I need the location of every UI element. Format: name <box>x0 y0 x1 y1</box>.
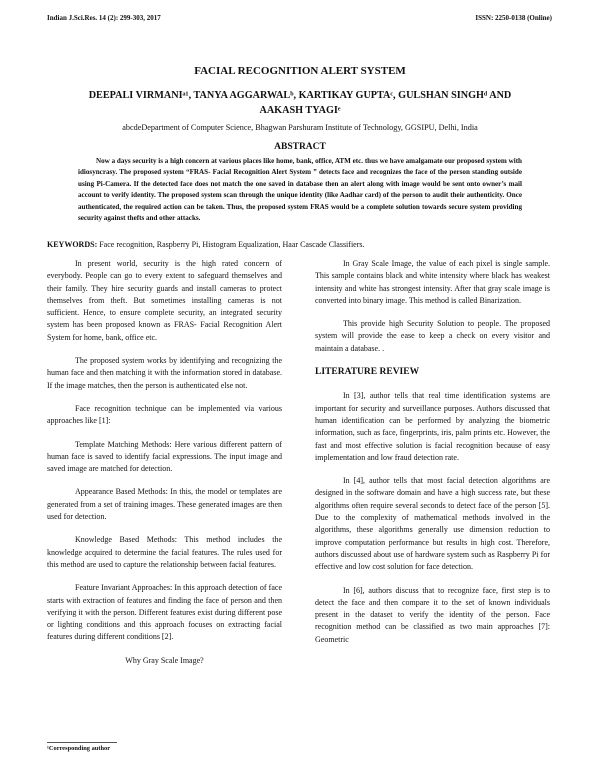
lit-paragraph-6: In [6], authors discuss that to recognize face, first step is to detect the face and then compare it to the set of known individuals present in the dataset to verify the identity of the person. Face recognition method can be classified as two main approaches [7]: Geometric <box>315 585 550 644</box>
gray-scale-question: Why Gray Scale Image? <box>125 655 204 665</box>
footnote: ¹Corresponding author <box>47 745 111 752</box>
abstract-heading: ABSTRACT <box>274 142 326 152</box>
footnote-rule <box>47 742 117 743</box>
keywords <box>47 240 553 249</box>
gray-scale-paragraph: In Gray Scale Image, the value of each pixel is single sample. This sample contains black and white intensity where black has weakest intensity and white has strongest intensity. After that gray scale image is converted into binary image. This method is called Binarization. <box>315 259 550 305</box>
authors: DEEPALI VIRMANIᵃ¹, TANYA AGGARWALᵇ, KARTIKAY GUPTAᶜ, GULSHAN SINGHᵈ AND AAKASH TYAGIᵉ <box>88 90 512 116</box>
paper-title: FACIAL RECOGNITION ALERT SYSTEM <box>194 65 406 77</box>
issn: ISSN: 2250-0138 (Online) <box>475 14 552 22</box>
journal-citation: Indian J.Sci.Res. 14 (2): 299-303, 2017 <box>47 14 161 22</box>
feature-invariant-paragraph: Feature Invariant Approaches: In this approach detection of face starts with extraction of features and finding the face of person and then verifying it with the person. Different features exist during different pose or lighting conditions and this approach focuses on extracting facial features during different conditions [2]. <box>47 583 282 642</box>
knowledge-based-paragraph: Knowledge Based Methods: This method includes the knowledge acquired to determine the facial features. The rules used for this method are used to capture the relationship between facial features. <box>47 535 282 569</box>
approaches-paragraph: Face recognition technique can be implemented via various approaches like [1]: <box>47 403 282 426</box>
security-paragraph: This provide high Security Solution to people. The proposed system will provide the ease to keep a check on every visitor and maintain a database. . <box>315 319 550 353</box>
abstract-text: Now a days security is a high concern at various places like home, bank, office, ATM etc. thus we have amalgamate our proposed system with idiosyncrasy. The proposed system “FRAS- Facial Recognition Alert System ” detects face and recognizes the face of the person standing outside using Pi-Camera. If the detected face does not match the one saved in database then an alert along with image would be sent onto owner’s mail account to verify identity. The proposed system scan through the unique identity (like Aadhar card) of the person to audit their authenticity. Once authenticated, the required action can be taken. Thus, the proposed system FRAS would be a complete solution towards secure system providing security against thefts and other attacks. <box>78 157 523 223</box>
system-paragraph: The proposed system works by identifying and recognizing the human face and then matching it with the information stored in database. If the image matches, then the person is authenticated else not. <box>47 356 282 390</box>
affiliation: abcdeDepartment of Computer Science, Bhagwan Parshuram Institute of Technology, GGSIPU, Delhi, India <box>122 123 478 132</box>
keywords-label: KEYWORDS: <box>47 240 98 249</box>
right-column <box>315 258 550 657</box>
keywords-text: Face recognition, Raspberry Pi, Histogram Equalization, Haar Cascade Classifiers. <box>97 240 365 249</box>
intro-paragraph: In present world, security is the high rated concern of everybody. People can go to every extent to safeguard themselves and their family. They hire security guards and install cameras to protect themselves from theft. But sometimes installing cameras is not sufficient. Hence, to ensure complete security, an integrated security system has been proposed known as FRAS- Facial Recognition Alert System for home, bank, office etc. <box>47 259 282 342</box>
template-matching-paragraph: Template Matching Methods: Here various different pattern of human face is saved to identify facial expressions. The input image and saved image are matched for detection. <box>47 439 282 474</box>
appearance-based-paragraph: Appearance Based Methods: In this, the model or templates are generated from a set of training images. These generated images are then used for detection. <box>47 487 282 522</box>
lit-paragraph-4: In [4], author tells that most facial detection algorithms are designed in the software domain and have a high success rate, but these algorithms often require several seconds to detect face of the person [5]. Due to the complexity of mathematical methods involved in the algorithms, these algorithms generally use dimension reduction to improve computation performance but results in high cost. Therefore, authors discussed about use of hardware system such as Raspberry Pi for effective and low cost solution for face detection. <box>315 476 550 572</box>
lit-paragraph-3: In [3], author tells that real time identification systems are important for security and surveillance purposes. Authors discussed that human identification can be performed by analyzing the biometric information, such as face, fingerprints, iris, palm prints etc. However, the fast and most effective solution is facial recognition because of easy implementation and low fraud detection rate. <box>315 391 550 462</box>
literature-review-heading: LITERATURE REVIEW <box>315 367 420 378</box>
left-column <box>47 258 282 678</box>
